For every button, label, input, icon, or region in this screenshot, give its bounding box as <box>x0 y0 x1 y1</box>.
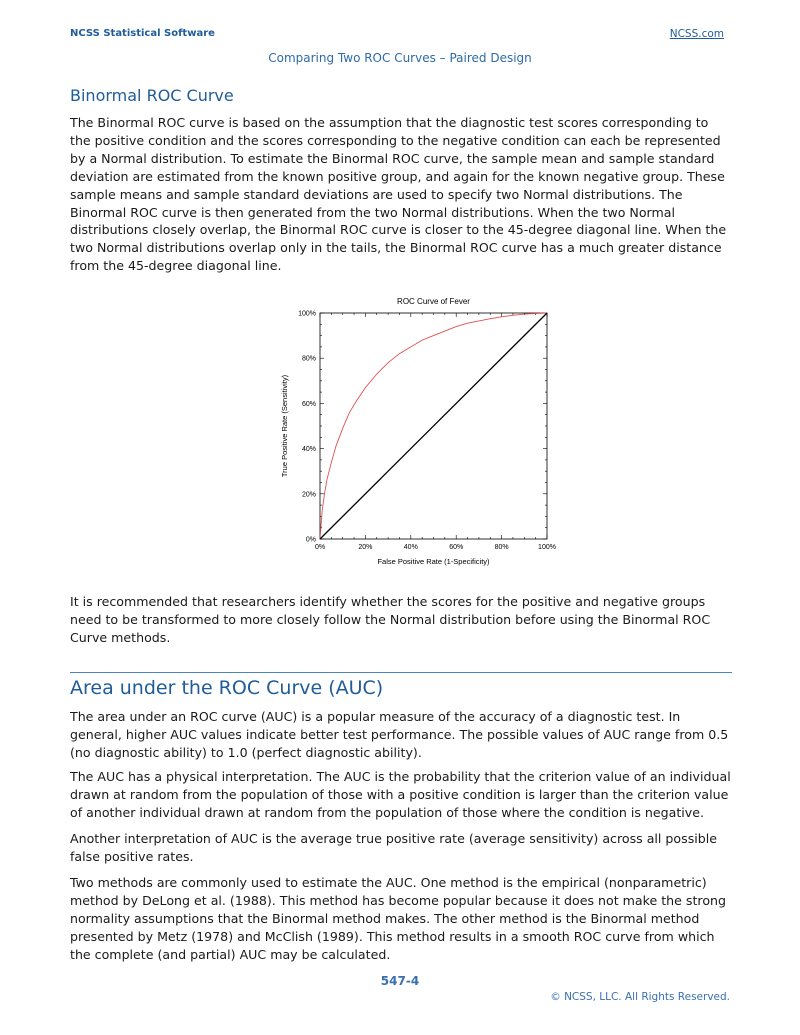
auc-paragraph-3: Another interpretation of AUC is the average true positive rate (average sensitivity) across all possible false positive rates. <box>70 831 717 864</box>
x-tick-label: 100% <box>538 544 556 551</box>
y-tick-label: 20% <box>301 491 316 499</box>
x-tick-label: 60% <box>449 544 464 551</box>
x-tick-label: 80% <box>494 544 509 551</box>
copyright-notice: © NCSS, LLC. All Rights Reserved. <box>550 991 730 1003</box>
page-subtitle: Comparing Two ROC Curves – Paired Design <box>268 51 532 65</box>
auc-paragraph-4: Two methods are commonly used to estimate the AUC. One method is the empirical (nonparametric) method by DeLong et al. (1988). This method has become popular because it does not make the strong normality assumptions that the Binormal method makes. The other method is the Binormal method presented by Metz (1978) and McClish (1989). This method results in a smooth ROC curve from which the complete (and partial) AUC may be calculated. <box>70 875 726 962</box>
x-tick-label: 0% <box>314 544 326 551</box>
y-axis-label: True Positive Rate (Sensitivity) <box>280 374 289 478</box>
section-title-auc: Area under the ROC Curve (AUC) <box>70 677 384 699</box>
diagonal-reference-line <box>320 313 547 539</box>
header-website-link[interactable]: NCSS.com <box>669 28 724 40</box>
auc-paragraph-2: The AUC has a physical interpretation. The AUC is the probability that the criterion value of an individual drawn at random from the population of those with a positive condition is larger than the criterion value of another individual drawn at random from the population of those where the condition is negative. <box>70 769 731 820</box>
section-title-binormal: Binormal ROC Curve <box>70 86 234 105</box>
header-software-name: NCSS Statistical Software <box>70 28 215 39</box>
y-tick-label: 0% <box>305 536 316 544</box>
roc-chart <box>270 290 560 572</box>
x-tick-label: 40% <box>403 544 418 551</box>
page-number: 547-4 <box>380 974 420 988</box>
binormal-paragraph: The Binormal ROC curve is based on the assumption that the diagnostic test scores corresponding to the positive condition and the scores corresponding to the negative condition can each be represented by a Normal distribution. To estimate the Binormal ROC curve, the sample mean and sample standard deviation are estimated from the known positive group, and again for the known negative group. These sample means and sample standard deviations are used to specify two Normal distributions. The Binormal ROC curve is then generated from the two Normal distributions. When the two Normal distributions closely overlap, the Binormal ROC curve is closer to the 45-degree diagonal line. When the two Normal distributions overlap only in the tails, the Binormal ROC curve has a much greater distance from the 45-degree diagonal line. <box>70 115 727 274</box>
y-tick-label: 40% <box>301 446 316 454</box>
y-tick-label: 60% <box>301 400 316 408</box>
section-divider <box>70 672 732 673</box>
binormal-recommendation-paragraph: It is recommended that researchers identify whether the scores for the positive and negative groups need to be transformed to more closely follow the Normal distribution before using the Binormal ROC Curve methods. <box>70 594 711 645</box>
chart-title: ROC Curve of Fever <box>397 297 470 306</box>
y-tick-label: 100% <box>298 310 316 318</box>
auc-paragraph-1: The area under an ROC curve (AUC) is a popular measure of the accuracy of a diagnostic test. In general, higher AUC values indicate better test performance. The possible values of AUC range from 0.5 (no diagnostic ability) to 1.0 (perfect diagnostic ability). <box>70 709 729 760</box>
y-tick-label: 80% <box>301 355 316 363</box>
x-axis-label: False Positive Rate (1-Specificity) <box>377 557 490 566</box>
x-tick-label: 20% <box>358 544 373 551</box>
